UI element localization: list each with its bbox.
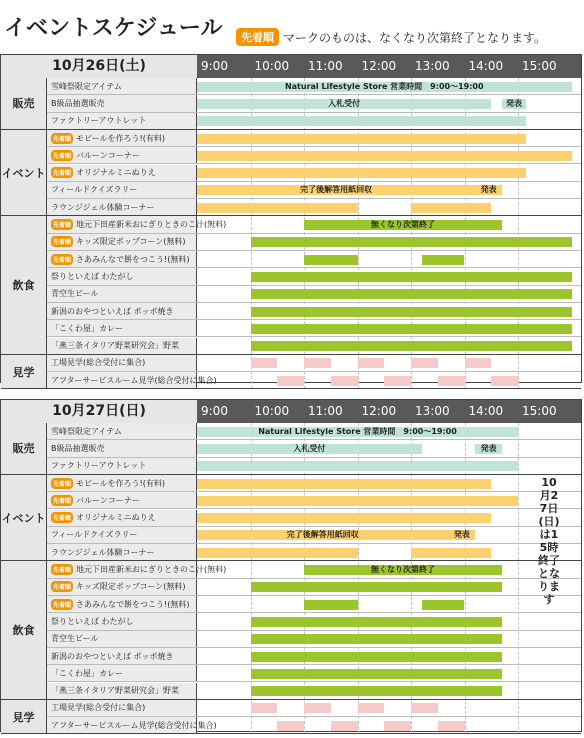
schedule-row (47, 440, 581, 457)
time-bar (384, 721, 411, 731)
row-label-text: さあみんなで餅をつこう!(無料) (76, 254, 190, 264)
time-bar: Natural Lifestyle Store 営業時間 9:00〜19:00 (197, 427, 518, 437)
time-bar (251, 307, 572, 317)
row-label-text: 雪峰祭限定アイテム (51, 426, 122, 436)
schedule-row (47, 182, 581, 199)
time-bar: 発表 (475, 444, 502, 454)
schedule-row (47, 268, 581, 285)
row-label-text: キッズ限定ポップコーン(無料) (76, 237, 186, 247)
row-label-text: 新潟のおやつといえば ポッポ焼き (51, 306, 174, 316)
row-label (47, 423, 197, 439)
schedule-day-1 (0, 54, 582, 383)
schedule-row (47, 286, 581, 303)
row-label (47, 372, 217, 388)
time-bar (197, 513, 491, 523)
row-label (47, 561, 227, 577)
row-label-text: オリジナルミニぬりえ (76, 168, 156, 178)
row-label (47, 458, 197, 474)
row-label (47, 234, 197, 250)
row-label (47, 492, 197, 508)
time-bar (197, 116, 526, 126)
row-label-text: モビールを作ろう!(有料) (76, 133, 165, 143)
category-label: 見学 (1, 700, 47, 735)
header-note: マークのものは、なくなり次第終了となります。 (283, 31, 547, 45)
row-label (47, 147, 197, 163)
category-label: 飲食 (1, 216, 47, 354)
time-bar (438, 721, 465, 731)
time-bar: 完了後解答用紙回収 (197, 530, 448, 540)
row-label (47, 717, 217, 733)
category-label: イベント (1, 130, 47, 217)
row-label-text: 祭りといえば わたがし (51, 271, 134, 281)
row-label (47, 665, 197, 681)
row-label (47, 527, 197, 543)
row-label-text: 青空生ビール (51, 289, 99, 299)
time-bar (197, 151, 572, 161)
first-come-pill: 先着順 (51, 133, 73, 144)
time-bar (411, 358, 438, 368)
time-bar (251, 703, 278, 713)
timeline-header (1, 55, 581, 78)
schedule-row (47, 372, 581, 389)
time-bar: 入札受付 (197, 444, 422, 454)
row-label-text: フィールドクイズラリー (51, 185, 138, 195)
row-label (47, 199, 197, 215)
schedule-row (47, 527, 581, 544)
schedule-row (47, 165, 581, 182)
time-bar (197, 203, 358, 213)
time-bar: 発表 (475, 185, 502, 195)
time-bar (304, 703, 331, 713)
time-bar (197, 461, 518, 471)
row-label (47, 475, 197, 491)
first-come-pill: 先着順 (51, 150, 73, 161)
row-label-text: 雪峰祭限定アイテム (51, 81, 122, 91)
schedule-row (47, 475, 581, 492)
time-label: 13:00 (415, 404, 450, 418)
first-come-pill: 先着順 (51, 599, 73, 610)
time-bar: 無くなり次第終了 (304, 565, 502, 575)
row-label (47, 303, 197, 319)
time-bar (251, 669, 502, 679)
row-label-text: キッズ限定ポップコーン(無料) (76, 582, 186, 592)
first-come-pill: 先着順 (51, 564, 73, 575)
schedule-row (47, 216, 581, 233)
time-bar (411, 703, 438, 713)
time-label: 14:00 (468, 59, 504, 73)
schedule-day-2 (0, 399, 582, 732)
row-label-text: フィールドクイズラリー (51, 530, 138, 540)
first-come-pill: 先着順 (51, 512, 73, 523)
row-label-text: 青空生ビール (51, 634, 99, 644)
time-bar: 発表 (502, 99, 526, 109)
row-label-text: アフターサービスルーム見学(総合受付に集合) (51, 375, 217, 385)
time-bar (491, 376, 518, 386)
row-label (47, 355, 197, 371)
schedule-date: 10月26日(土) (1, 55, 197, 78)
time-bar (197, 168, 526, 178)
first-come-pill: 先着順 (51, 495, 73, 506)
schedule-row (47, 561, 581, 578)
row-label-text: ファクトリーアウトレット (51, 116, 147, 126)
time-label: 11:00 (308, 59, 343, 73)
row-label-text: 「燕三条イタリア野菜研究会」野菜 (51, 341, 179, 351)
time-bar (304, 255, 358, 265)
page-header (0, 0, 584, 48)
row-label (47, 596, 197, 612)
row-label (47, 440, 197, 456)
time-label: 15:00 (522, 404, 557, 418)
row-label-text: 祭りといえば わたがし (51, 616, 134, 626)
schedule-row (47, 683, 581, 700)
schedule-row (47, 234, 581, 251)
time-bar (422, 600, 465, 610)
row-label (47, 320, 197, 336)
schedule-row (47, 113, 581, 130)
schedule-row (47, 648, 581, 665)
row-label-text: 工場見学(総合受付に集合) (51, 358, 146, 368)
schedule-row (47, 631, 581, 648)
row-label (47, 251, 197, 267)
row-label (47, 579, 197, 595)
first-come-pill: 先着順 (51, 219, 73, 230)
time-bar (251, 289, 572, 299)
time-bar: 発表 (448, 530, 475, 540)
category-label: イベント (1, 475, 47, 562)
row-label (47, 700, 197, 716)
time-label: 9:00 (201, 404, 228, 418)
schedule-row (47, 303, 581, 320)
time-bar (251, 272, 572, 282)
row-label-text: ファクトリーアウトレット (51, 461, 147, 471)
row-label-text: バルーンコーナー (76, 495, 140, 505)
category-label: 販売 (1, 423, 47, 475)
schedule-row (47, 251, 581, 268)
time-label: 10:00 (254, 59, 290, 73)
time-bar: 完了後解答用紙回収 (197, 185, 475, 195)
time-bar (438, 376, 465, 386)
row-label (47, 165, 197, 181)
row-label (47, 510, 197, 526)
row-label-text: ラウンジジェル体験コーナー (51, 202, 155, 212)
time-bar (197, 496, 518, 506)
row-label (47, 338, 197, 354)
row-label-text: オリジナルミニぬりえ (76, 513, 156, 523)
row-label (47, 648, 197, 664)
schedule-row (47, 700, 581, 717)
schedule-row (47, 665, 581, 682)
schedule-row (47, 355, 581, 372)
row-label-text: アフターサービスルーム見学(総合受付に集合) (51, 720, 217, 730)
schedule-row (47, 423, 581, 440)
row-label-text: モビールを作ろう!(有料) (76, 478, 165, 488)
row-label (47, 95, 197, 111)
time-bar (197, 548, 358, 558)
time-bar (251, 652, 502, 662)
time-bar (251, 582, 502, 592)
schedule-row (47, 544, 581, 561)
time-bar: Natural Lifestyle Store 営業時間 9:00〜19:00 (197, 82, 572, 92)
row-label-text: 工場見学(総合受付に集合) (51, 703, 146, 713)
schedule-row (47, 613, 581, 630)
schedule-row (47, 199, 581, 216)
row-label-text: 新潟のおやつといえば ポッポ焼き (51, 651, 174, 661)
time-bar (331, 721, 358, 731)
schedule-row (47, 596, 581, 613)
schedule-row (47, 95, 581, 112)
schedule-row (47, 458, 581, 475)
row-label (47, 544, 197, 560)
row-label-text: B級品抽選販売 (51, 443, 105, 453)
time-label: 10:00 (254, 404, 290, 418)
time-label: 13:00 (415, 59, 450, 73)
row-label-text: 地元下田産新米おにぎりときのこ汁(無料) (76, 220, 227, 230)
time-bar (251, 324, 572, 334)
time-bar (358, 703, 385, 713)
time-bar (304, 600, 358, 610)
timeline-header (1, 400, 581, 423)
time-bar (251, 358, 278, 368)
row-label-text: 「燕三条イタリア野菜研究会」野菜 (51, 686, 179, 696)
schedule-row (47, 130, 581, 147)
time-bar (197, 479, 491, 489)
time-bar (358, 358, 385, 368)
schedule-row (47, 717, 581, 734)
row-label (47, 286, 197, 302)
row-label-text: B級品抽選販売 (51, 98, 105, 108)
time-bar (384, 376, 411, 386)
first-come-pill: 先着順 (51, 254, 73, 265)
row-label-text: ラウンジジェル体験コーナー (51, 547, 155, 557)
row-label-text: バルーンコーナー (76, 150, 140, 160)
time-bar (331, 376, 358, 386)
time-bar (277, 376, 304, 386)
time-bar (251, 341, 572, 351)
time-label: 14:00 (468, 404, 504, 418)
time-bar (422, 255, 465, 265)
time-label: 12:00 (361, 404, 397, 418)
time-bar (304, 358, 331, 368)
page-title: イベントスケジュール (4, 16, 223, 41)
first-come-pill: 先着順 (51, 581, 73, 592)
time-bar (465, 358, 492, 368)
schedule-row (47, 147, 581, 164)
time-bar (197, 134, 526, 144)
row-label-text: さあみんなで餅をつこう!(無料) (76, 599, 190, 609)
schedule-row (47, 579, 581, 596)
time-label: 15:00 (522, 59, 557, 73)
category-label: 飲食 (1, 561, 47, 699)
row-label-text: 「こくわ屋」カレー (51, 668, 123, 678)
row-label-text: 「こくわ屋」カレー (51, 323, 123, 333)
schedule-row (47, 492, 581, 509)
row-label (47, 216, 227, 232)
time-bar: 入札受付 (197, 99, 491, 109)
time-label: 12:00 (361, 59, 397, 73)
time-bar (251, 617, 502, 627)
first-come-pill: 先着順 (51, 236, 73, 247)
time-label: 9:00 (201, 59, 228, 73)
row-label-text: 地元下田産新米おにぎりときのこ汁(無料) (76, 565, 227, 575)
row-label (47, 182, 197, 198)
schedule-row (47, 510, 581, 527)
row-label (47, 113, 197, 129)
time-label: 11:00 (308, 404, 343, 418)
first-come-pill: 先着順 (51, 167, 73, 178)
time-bar (251, 686, 502, 696)
row-label (47, 78, 197, 94)
row-label (47, 613, 197, 629)
category-label: 販売 (1, 78, 47, 130)
row-label (47, 683, 197, 699)
time-bar (251, 237, 572, 247)
first-come-badge: 先着順 (236, 28, 279, 46)
schedule-row (47, 320, 581, 337)
time-bar (277, 721, 304, 731)
schedule-date: 10月27日(日) (1, 400, 197, 423)
time-bar (251, 634, 502, 644)
row-label (47, 268, 197, 284)
end-time-note: 10月27日(日)は15時終了となります (538, 476, 560, 606)
category-label: 見学 (1, 355, 47, 390)
time-bar (411, 548, 491, 558)
schedule-row (47, 78, 581, 95)
time-bar: 無くなり次第終了 (304, 220, 502, 230)
row-label (47, 130, 197, 146)
first-come-pill: 先着順 (51, 478, 73, 489)
row-label (47, 631, 197, 647)
time-bar (411, 203, 491, 213)
schedule-row (47, 338, 581, 355)
